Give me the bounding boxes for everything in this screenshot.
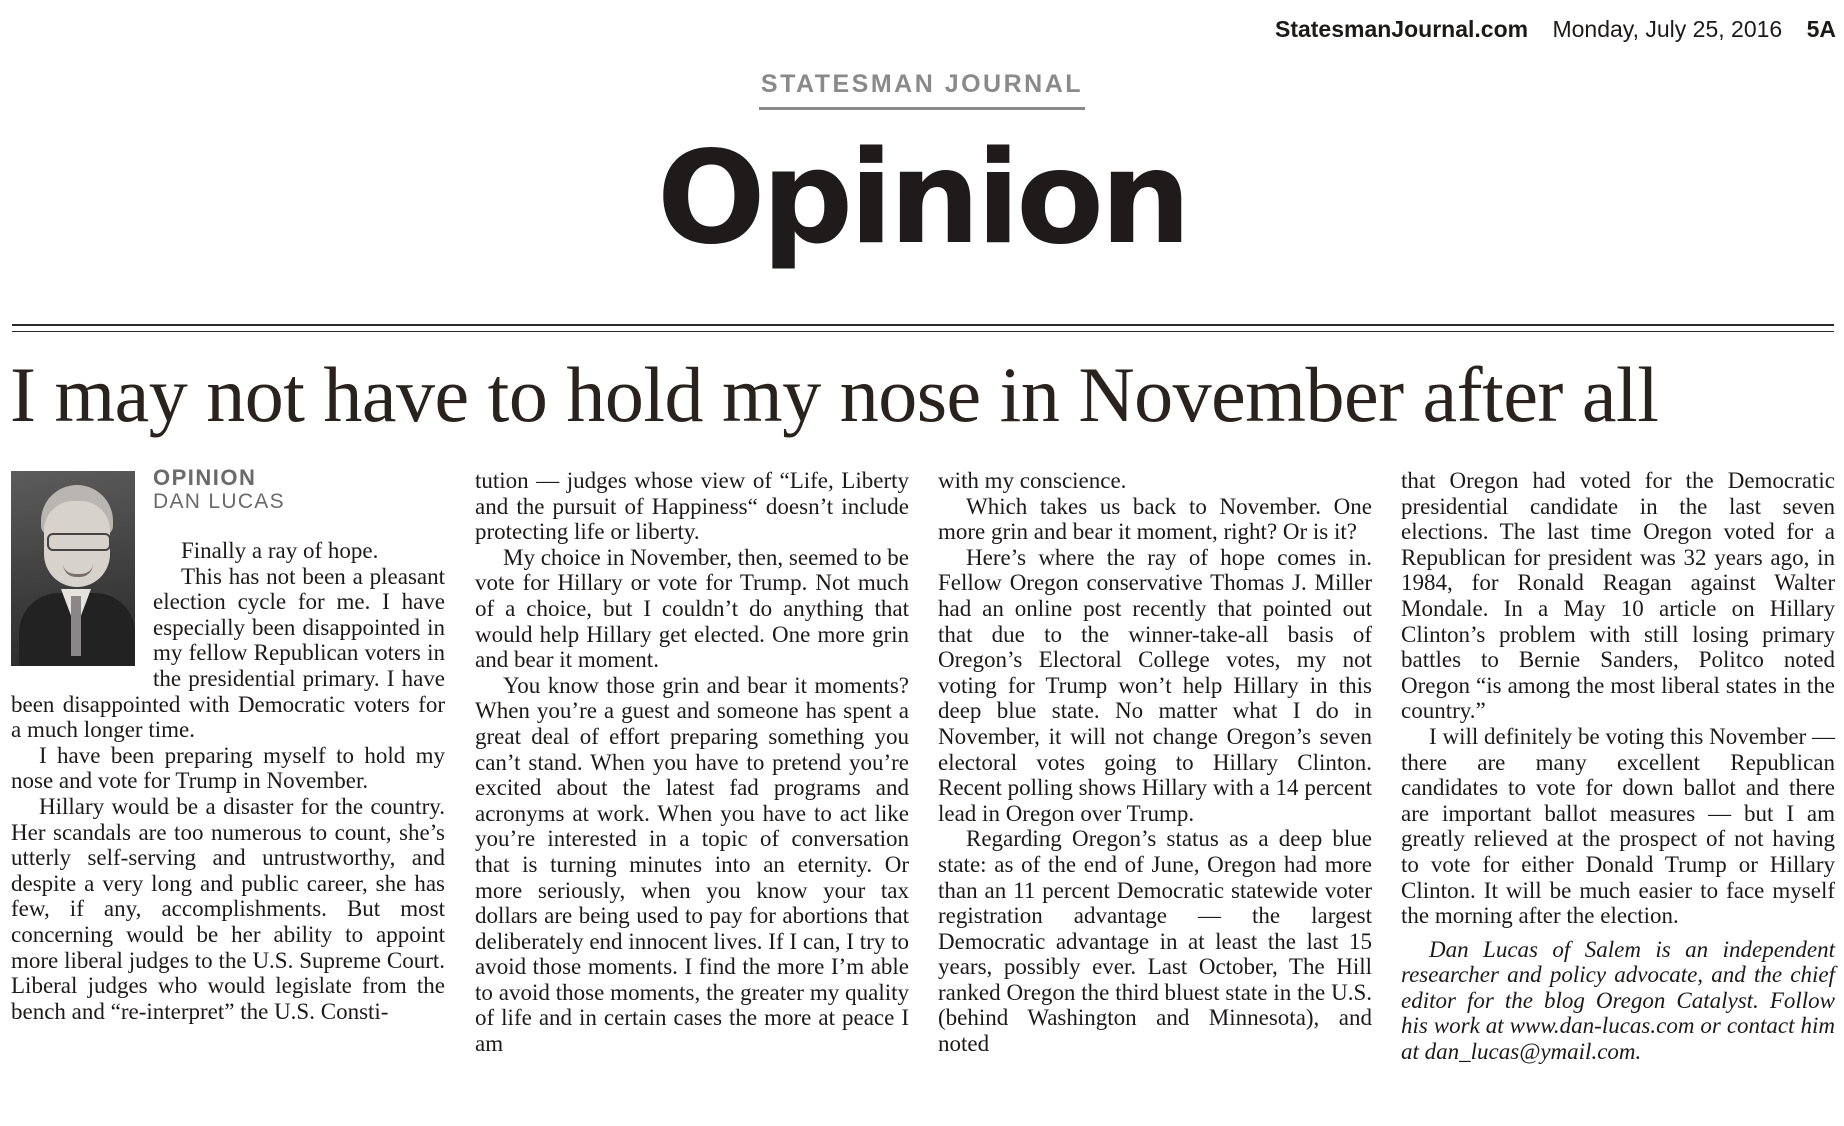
section-title: Opinion [656, 124, 1188, 273]
article-paragraph: I have been preparing myself to hold my nose and vote for Trump in November. [11, 742, 445, 794]
article-column-4 [1401, 468, 1835, 1065]
article-headline: I may not have to hold my nose in November after all [10, 351, 1659, 438]
author-photo [11, 471, 135, 666]
newspaper-name-block [0, 70, 1844, 110]
article-paragraph: Which takes us back to November. One more grin and bear it moment, right? Or is it? [938, 493, 1372, 545]
article-column-3 [938, 468, 1372, 1057]
article-paragraph: This has not been a pleasant election cycle for me. I have especially been disappointed in my fellow Republican voters in the presidential primary. I have been disappointed with Democratic voters for a much longer time. [11, 563, 445, 743]
author-bio-block [1401, 937, 1835, 1065]
article-paragraph: You know those grin and bear it moments? When you’re a guest and someone has spent a great deal of effort preparing something you can’t stand. When you have to pretend you’re excited about the latest fad programs and acronyms at work. When you have to act like you’re interested in a topic of conversation that is turning minutes into an eternity. Or more seriously, when you know your tax dollars are being used to pay for abortions that deliberately end innocent lives. If I can, I try to avoid those moments. I find the more I’m able to avoid those moments, the greater my quality of life and in certain cases the more at peace I am [475, 672, 909, 1057]
opinion-kicker: OPINION [153, 465, 257, 490]
author-byline: DAN LUCAS [153, 490, 285, 513]
article-paragraph: Here’s where the ray of hope comes in. Fellow Oregon conservative Thomas J. Miller had an online post recently that pointed out that due to the winner-take-all basis of Oregon’s Electoral College votes, my not voting for Trump won’t help Hillary in this deep blue state. No matter what I do in November, it will not change Oregon’s seven electoral votes going to Hillary Clinton. Recent polling shows Hillary with a 14 percent lead in Oregon over Trump. [938, 544, 1372, 826]
issue-date: Monday, July 25, 2016 [1552, 16, 1783, 42]
website-name: StatesmanJournal.com [1274, 16, 1529, 42]
article-column-2 [475, 468, 909, 1057]
newspaper-name: STATESMAN JOURNAL [759, 70, 1085, 110]
article-paragraph: Regarding Oregon’s status as a deep blue state: as of the end of June, Oregon had more than an 11 percent Democratic statewide voter registration advantage — the largest Democratic advantage in at least the last 15 years, possibly ever. Last October, The Hill ranked Oregon the third bluest state in the U.S. (behind Washington and Minnesota), and noted [938, 826, 1372, 1057]
article-paragraph: that Oregon had voted for the Democratic presidential candidate in the last seven elections. The last time Oregon voted for a Republican for president was 32 years ago, in 1984, for Ronald Reagan against Walter Mondale. In a May 10 article on Hillary Clinton’s problem with still losing primary battles to Bernie Sanders, Politco noted Oregon “is among the most liberal states in the country.” [1401, 468, 1835, 724]
article-paragraph: with my conscience. [938, 468, 1127, 493]
page-header-line [1275, 16, 1836, 43]
page-number: 5A [1806, 16, 1836, 42]
article-paragraph: Hillary would be a disaster for the country. Her scandals are too numerous to count, she’s utterly self-serving and untrustworthy, and despite a very long and public career, she has few, if any, accomplishments. But most concerning would be her ability to appoint more liberal judges to the U.S. Supreme Court. Liberal judges who would legislate from the bench and “re-interpret” the U.S. Consti- [11, 793, 445, 1024]
article-paragraph: Finally a ray of hope. [181, 538, 379, 563]
author-bio: Dan Lucas of Salem is an independent researcher and policy advocate, and the chief editor for the blog Oregon Catalyst. Follow his work at www.dan-lucas.com or contact him at dan_lucas@ymail.com. [1401, 936, 1835, 1065]
article-paragraph: tution — judges whose view of “Life, Liberty and the pursuit of Happiness“ doesn’t include protecting life or liberty. [475, 468, 909, 545]
article-paragraph: I will definitely be voting this November — there are many excellent Republican candidates to vote for down ballot and there are important ballot measures — but I am greatly relieved at the prospect of not having to vote for either Donald Trump or Hillary Clinton. It will be much easier to face myself the morning after the election. [1401, 723, 1835, 929]
article-paragraph: My choice in November, then, seemed to be vote for Hillary or vote for Trump. Not much of a choice, but I couldn’t do anything that would help Hillary get elected. One more grin and bear it moment. [475, 544, 909, 673]
article-column-1 [11, 465, 445, 1024]
section-divider-thick [12, 324, 1834, 326]
section-divider-thin [12, 331, 1834, 332]
